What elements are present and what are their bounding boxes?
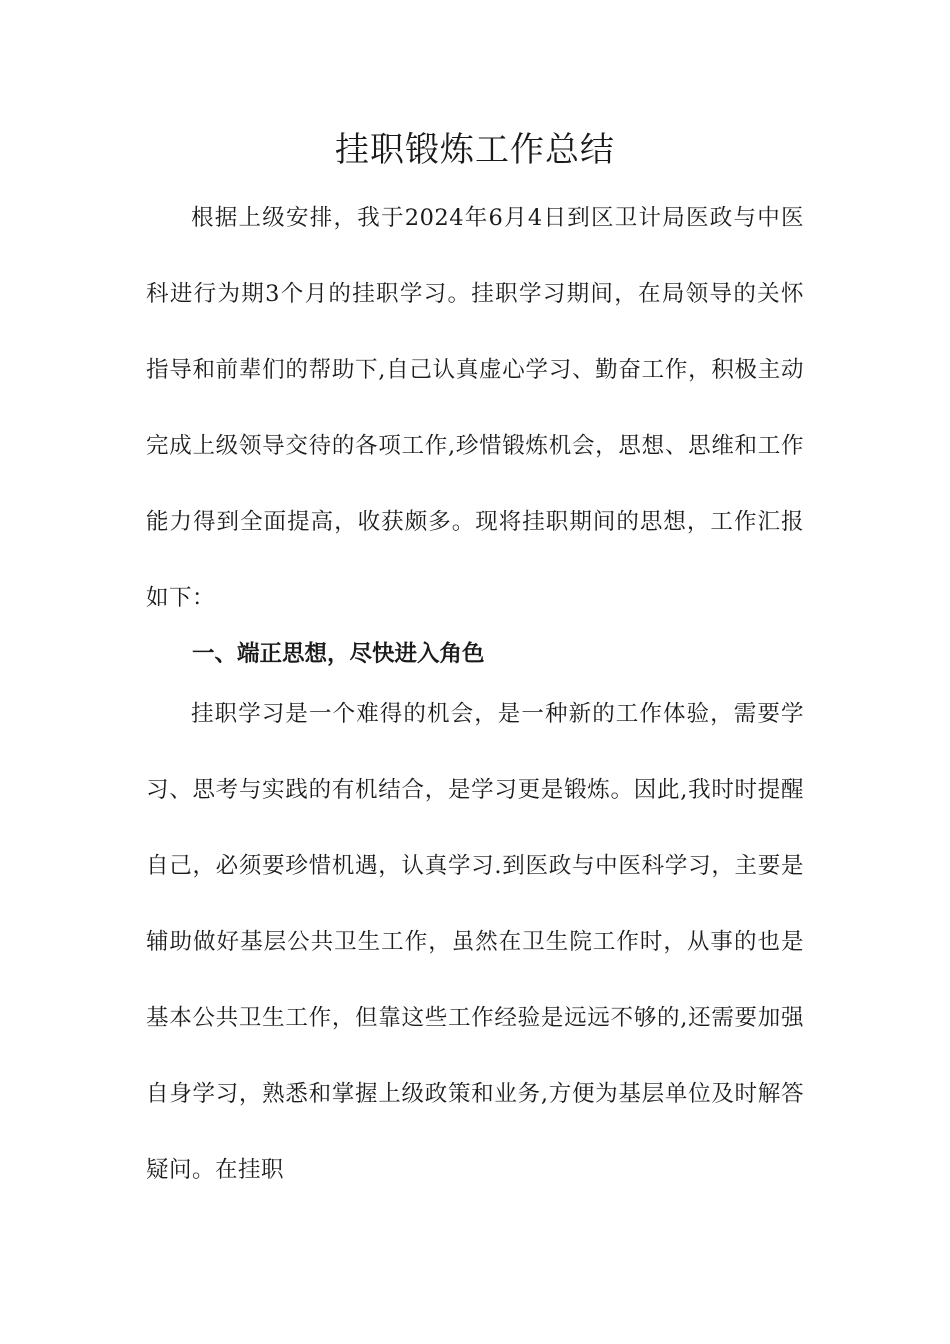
intro-paragraph: 根据上级安排，我于2024年6月4日到区卫计局医政与中医科进行为期3个月的挂职学习。挂职学习期间，在局领导的关怀指导和前辈们的帮助下,自己认真虚心学习、勤奋工作，积极主动完成上级领导交待的各项工作,珍惜锻炼机会，思想、思维和工作能力得到全面提高，收获颇多。现将挂职期间的思想，工作汇报如下： bbox=[146, 205, 804, 611]
section-heading: 一、端正思想，尽快进入角色 bbox=[192, 641, 485, 667]
section-paragraph: 挂职学习是一个难得的机会，是一种新的工作体验，需要学习、思考与实践的有机结合，是学习更是锻炼。因此,我时时提醒自己，必须要珍惜机遇，认真学习.到医政与中医科学习，主要是辅助做好基层公共卫生工作，虽然在卫生院工作时，从事的也是基本公共卫生工作，但靠这些工作经验是远远不够的,还需要加强自身学习，熟悉和掌握上级政策和业务,方便为基层单位及时解答疑问。在挂职 bbox=[146, 701, 804, 1183]
document-title: 挂职锻炼工作总结 bbox=[335, 130, 615, 170]
